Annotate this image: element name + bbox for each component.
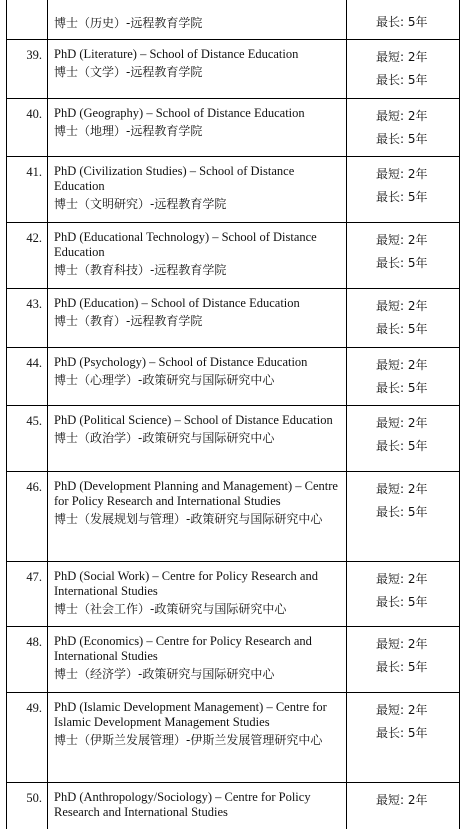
programme-english: PhD (Literature) – School of Distance Education [54, 47, 299, 61]
row-number: 48. [26, 635, 42, 649]
programme-chinese: 博士（地理）-远程教育学院 [54, 124, 203, 138]
programme-cell [54, 569, 346, 619]
programme-english: PhD (Social Work) – Centre for Policy Research and International Studies [54, 569, 318, 598]
max-duration: 最长: 5年 [376, 505, 428, 519]
max-duration: 最长: 5年 [376, 595, 428, 609]
programme-english: PhD (Psychology) – School of Distance Education [54, 355, 308, 369]
programme-english: PhD (Economics) – Centre for Policy Research and International Studies [54, 634, 312, 663]
row-number: 42. [26, 231, 42, 245]
programme-cell [54, 230, 346, 280]
max-duration: 最长: 5年 [376, 439, 428, 453]
min-duration: 最短: 2年 [376, 572, 428, 586]
programme-chinese: 博士（教育）-远程教育学院 [54, 314, 203, 328]
row-number: 50. [26, 791, 42, 805]
row-divider [6, 156, 460, 157]
duration-cell [376, 633, 460, 679]
programme-english: PhD (Anthropology/Sociology) – Centre for Policy Research and International Studies [54, 790, 311, 819]
programme-english: PhD (Political Science) – School of Distance Education [54, 413, 333, 427]
min-duration: 最短: 2年 [376, 637, 428, 651]
programme-chinese: 博士（政治学）-政策研究与国际研究中心 [54, 431, 275, 445]
programme-english: PhD (Civilization Studies) – School of Distance Education [54, 164, 295, 193]
duration-cell [376, 789, 460, 812]
programme-cell [54, 106, 346, 141]
row-divider [6, 626, 460, 627]
max-duration: 最长: 5年 [376, 726, 428, 740]
programme-cell [54, 634, 346, 684]
row-divider [6, 98, 460, 99]
duration-cell [376, 229, 460, 275]
programme-chinese: 博士（伊斯兰发展管理）-伊斯兰发展管理研究中心 [54, 733, 323, 747]
duration-cell [376, 478, 460, 524]
row-number: 49. [26, 701, 42, 715]
duration-cell [376, 295, 460, 341]
column-divider [346, 0, 347, 829]
row-divider [6, 39, 460, 40]
row-number: 46. [26, 480, 42, 494]
duration-cell [376, 568, 460, 614]
programme-english: PhD (Educational Technology) – School of Distance Education [54, 230, 317, 259]
programme-chinese: 博士（历史）-远程教育学院 [54, 16, 203, 30]
duration-cell [376, 412, 460, 458]
max-duration: 最长: 5年 [376, 322, 428, 336]
duration-cell [376, 46, 460, 92]
row-divider [6, 222, 460, 223]
min-duration: 最短: 2年 [376, 167, 428, 181]
min-duration: 最短: 2年 [376, 703, 428, 717]
duration-cell [376, 163, 460, 209]
row-number: 44. [26, 356, 42, 370]
max-duration: 最长: 5年 [376, 256, 428, 270]
programme-english: PhD (Geography) – School of Distance Education [54, 106, 305, 120]
programme-cell [54, 790, 346, 820]
row-number: 45. [26, 414, 42, 428]
max-duration: 最长: 5年 [376, 15, 428, 29]
row-divider [6, 692, 460, 693]
row-number: 40. [26, 107, 42, 121]
programme-chinese: 博士（发展规划与管理）-政策研究与国际研究中心 [54, 512, 323, 526]
max-duration: 最长: 5年 [376, 190, 428, 204]
programme-cell [54, 355, 346, 390]
min-duration: 最短: 2年 [376, 233, 428, 247]
programme-cell [54, 47, 346, 82]
row-divider [6, 288, 460, 289]
row-number: 39. [26, 48, 42, 62]
programme-cell [54, 296, 346, 331]
row-number: 47. [26, 570, 42, 584]
duration-cell [376, 354, 460, 400]
max-duration: 最长: 5年 [376, 660, 428, 674]
programme-english: PhD (Education) – School of Distance Education [54, 296, 300, 310]
programme-english: PhD (Islamic Development Management) – Centre for Islamic Development Management Studies [54, 700, 327, 729]
programme-cell [54, 164, 346, 214]
row-divider [6, 561, 460, 562]
programme-chinese: 博士（文明研究）-远程教育学院 [54, 197, 227, 211]
row-divider [6, 782, 460, 783]
programme-english: PhD (Development Planning and Management) – Centre for Policy Research and International Studies [54, 479, 338, 508]
programme-cell [54, 413, 346, 448]
row-divider [6, 405, 460, 406]
min-duration: 最短: 2年 [376, 482, 428, 496]
duration-cell [376, 699, 460, 745]
min-duration: 最短: 2年 [376, 50, 428, 64]
programme-cell [54, 479, 346, 529]
max-duration: 最长: 5年 [376, 73, 428, 87]
min-duration: 最短: 2年 [376, 109, 428, 123]
max-duration: 最长: 5年 [376, 381, 428, 395]
min-duration: 最短: 2年 [376, 299, 428, 313]
min-duration: 最短: 2年 [376, 358, 428, 372]
max-duration: 最长: 5年 [376, 132, 428, 146]
duration-cell [376, 11, 460, 34]
programme-chinese: 博士（心理学）-政策研究与国际研究中心 [54, 373, 275, 387]
column-divider [47, 0, 48, 829]
programme-chinese: 博士（经济学）-政策研究与国际研究中心 [54, 667, 275, 681]
programme-cell [54, 700, 346, 750]
row-number: 43. [26, 297, 42, 311]
row-number: 41. [26, 165, 42, 179]
min-duration: 最短: 2年 [376, 416, 428, 430]
programme-chinese: 博士（社会工作）-政策研究与国际研究中心 [54, 602, 287, 616]
row-divider [6, 471, 460, 472]
duration-cell [376, 105, 460, 151]
programme-chinese: 博士（文学）-远程教育学院 [54, 65, 203, 79]
programme-chinese: 博士（教育科技）-远程教育学院 [54, 263, 227, 277]
programme-cell [54, 13, 346, 33]
row-divider [6, 347, 460, 348]
min-duration: 最短: 2年 [376, 793, 428, 807]
